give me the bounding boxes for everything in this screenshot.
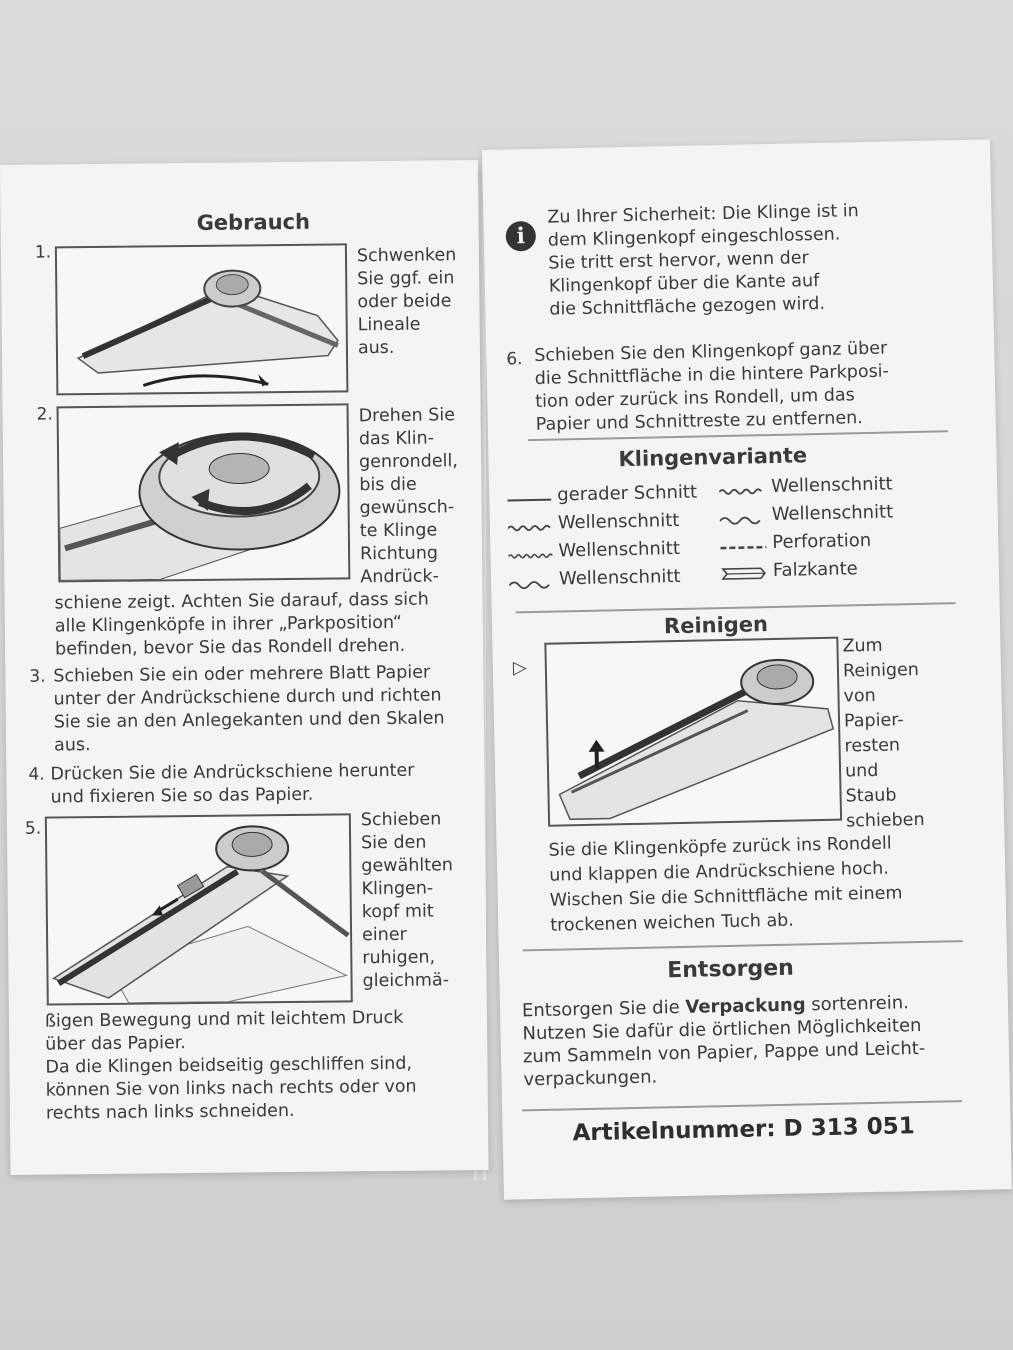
step-6-text (534, 338, 890, 437)
text-span: Entsorgen Sie die (521, 996, 686, 1022)
info-icon: i (506, 221, 537, 252)
disposal-text (522, 991, 926, 1091)
text-line: Zu Ihrer Sicherheit: Die Klinge ist in (547, 201, 859, 228)
section-title-gebrauch: Gebrauch (196, 209, 311, 235)
safety-note (547, 200, 861, 321)
variant-label: Wellenschnitt (558, 565, 681, 590)
text-line: ruhigen, (362, 947, 436, 969)
text-line: Sie tritt erst hervor, wenn der (548, 248, 809, 274)
right-page (482, 139, 1012, 1199)
step-6-number: 6. (506, 349, 523, 370)
section-title-reinigen: Reinigen (663, 612, 769, 639)
text-line: Papier und Schnittreste zu entfernen. (535, 408, 864, 435)
text-line: und (844, 760, 879, 782)
variant-label: Wellenschnitt (558, 537, 681, 562)
text-line: dem Klingenkopf eingeschlossen. (547, 224, 841, 251)
text-line: kopf mit (361, 901, 434, 923)
text-line: können Sie von links nach rechts oder von (45, 1076, 417, 1101)
step-2-text (359, 404, 460, 589)
wave-icon (719, 486, 765, 497)
left-page (0, 160, 489, 1175)
article-number: Artikelnummer: D 313 051 (572, 1113, 915, 1147)
variant-label: Wellenschnitt (770, 473, 893, 498)
text-line: aus. (357, 337, 395, 359)
text-span-bold: Verpackung (685, 994, 806, 1018)
variant-label: Falzkante (772, 558, 858, 581)
step-1-text (357, 244, 458, 360)
text-line: Reinigen (842, 659, 920, 682)
text-line: Richtung (359, 543, 439, 565)
play-triangle-icon: ▷ (512, 657, 527, 679)
dashed-line-icon (720, 542, 766, 553)
text-line: bis die (359, 474, 417, 496)
text-line: zum Sammeln von Papier, Pappe und Leicht- (522, 1037, 926, 1068)
variant-label: gerader Schnitt (557, 481, 698, 506)
figure-swivel-rulers (55, 243, 349, 395)
text-line: Staub (845, 785, 897, 807)
figure-rotate-rondell (57, 403, 351, 582)
text-line: Nutzen Sie dafür die örtlichen Möglichkeiten (522, 1014, 922, 1045)
section-title-entsorgen: Entsorgen (666, 955, 795, 984)
step-4-number: 4. (28, 764, 45, 785)
text-line: ßigen Bewegung und mit leichtem Druck (44, 1007, 404, 1032)
text-line: einer (361, 924, 407, 946)
wave-icon (508, 551, 552, 562)
text-line: resten (844, 735, 901, 757)
text-line: Papier- (843, 710, 904, 732)
cleaning-side-text (842, 633, 925, 835)
text-line: Zum (842, 635, 883, 657)
text-line: die Schnittfläche gezogen wird. (549, 293, 826, 320)
figure-slide-blade-head (45, 813, 353, 1005)
step-5-number: 5. (24, 818, 42, 839)
text-line: Sie den (361, 832, 427, 854)
text-line: Sie ggf. ein (357, 268, 455, 290)
text-line: rechts nach links schneiden. (45, 1100, 295, 1124)
section-title-klingenvariante: Klingenvariante (618, 443, 808, 472)
step-2-continuation (54, 589, 429, 662)
text-line: von (843, 685, 876, 707)
text-line: tion oder zurück ins Rondell, um das (535, 385, 855, 412)
text-line: Lineale (357, 314, 421, 336)
text-line: Klingen- (361, 878, 434, 900)
text-line: Sie die Klingenköpfe zurück ins Rondell (548, 833, 892, 861)
text-line: befinden, bevor Sie das Rondell drehen. (54, 635, 406, 660)
text-line: Schwenken (356, 245, 457, 267)
text-line: schieben (845, 809, 925, 832)
text-line: über das Papier. (45, 1033, 186, 1055)
text-line: gleichmä- (362, 970, 450, 992)
text-line: die Schnittfläche in die hintere Parkposi- (534, 361, 890, 389)
blade-variants-table (507, 473, 979, 606)
text-line: Schieben Sie den Klingenkopf ganz über (534, 338, 888, 366)
variant-label: Perforation (772, 529, 872, 554)
cleaning-continuation (548, 831, 903, 938)
text-line: gewünsch- (359, 497, 455, 519)
text-line: genrondell, (359, 451, 458, 473)
step-1-number: 1. (34, 242, 52, 263)
straight-line-icon (507, 495, 551, 506)
text-line: trockenen weichen Tuch ab. (550, 910, 795, 936)
text-line: Wischen Sie die Schnittfläche mit einem (549, 883, 903, 911)
text-line: Schieben Sie ein oder mehrere Blatt Papier (53, 662, 431, 687)
step-5-text (361, 808, 455, 993)
fold-edge-icon (721, 566, 767, 581)
text-line: unter der Andrückschiene durch und richten (53, 685, 442, 710)
text-line: und klappen die Andrückschiene hoch. (549, 858, 890, 886)
text-line: alle Klingenköpfe in ihrer „Parkposition“ (54, 612, 402, 637)
text-line: Drücken Sie die Andrückschiene herunter (50, 760, 415, 785)
divider (522, 1100, 962, 1111)
text-line: aus. (53, 735, 91, 756)
step-5-continuation (45, 1007, 417, 1126)
step-4-text (50, 760, 415, 810)
step-3-text (53, 661, 445, 757)
text-line: Klingenkopf über die Kante auf (548, 270, 820, 297)
text-line: Andrück- (360, 566, 439, 588)
text-line: schiene zeigt. Achten Sie darauf, dass sich (54, 589, 429, 614)
text-span: sortenrein. (805, 992, 910, 1016)
figure-cleaning (544, 637, 842, 827)
text-line: Drehen Sie (358, 405, 456, 427)
step-3-number: 3. (29, 666, 46, 687)
step-2-number: 2. (36, 404, 53, 425)
text-line: gewählten (361, 855, 454, 877)
text-line: Da die Klingen beidseitig geschliffen sind, (45, 1053, 413, 1078)
text-line: Schieben (360, 809, 442, 831)
text-line: das Klin- (358, 428, 435, 450)
wave-icon (509, 579, 553, 590)
text-line: te Klinge (359, 520, 438, 542)
divider (523, 940, 963, 951)
text-line: und fixieren Sie so das Papier. (50, 784, 314, 808)
text-line: Sie sie an den Anlegekanten und den Skalen (53, 708, 445, 733)
text-line: oder beide (357, 291, 452, 313)
variant-label: Wellenschnitt (771, 501, 894, 526)
wave-icon (508, 523, 552, 534)
text-line: verpackungen. (523, 1066, 658, 1091)
wave-icon (720, 514, 766, 525)
variant-label: Wellenschnitt (557, 509, 680, 534)
